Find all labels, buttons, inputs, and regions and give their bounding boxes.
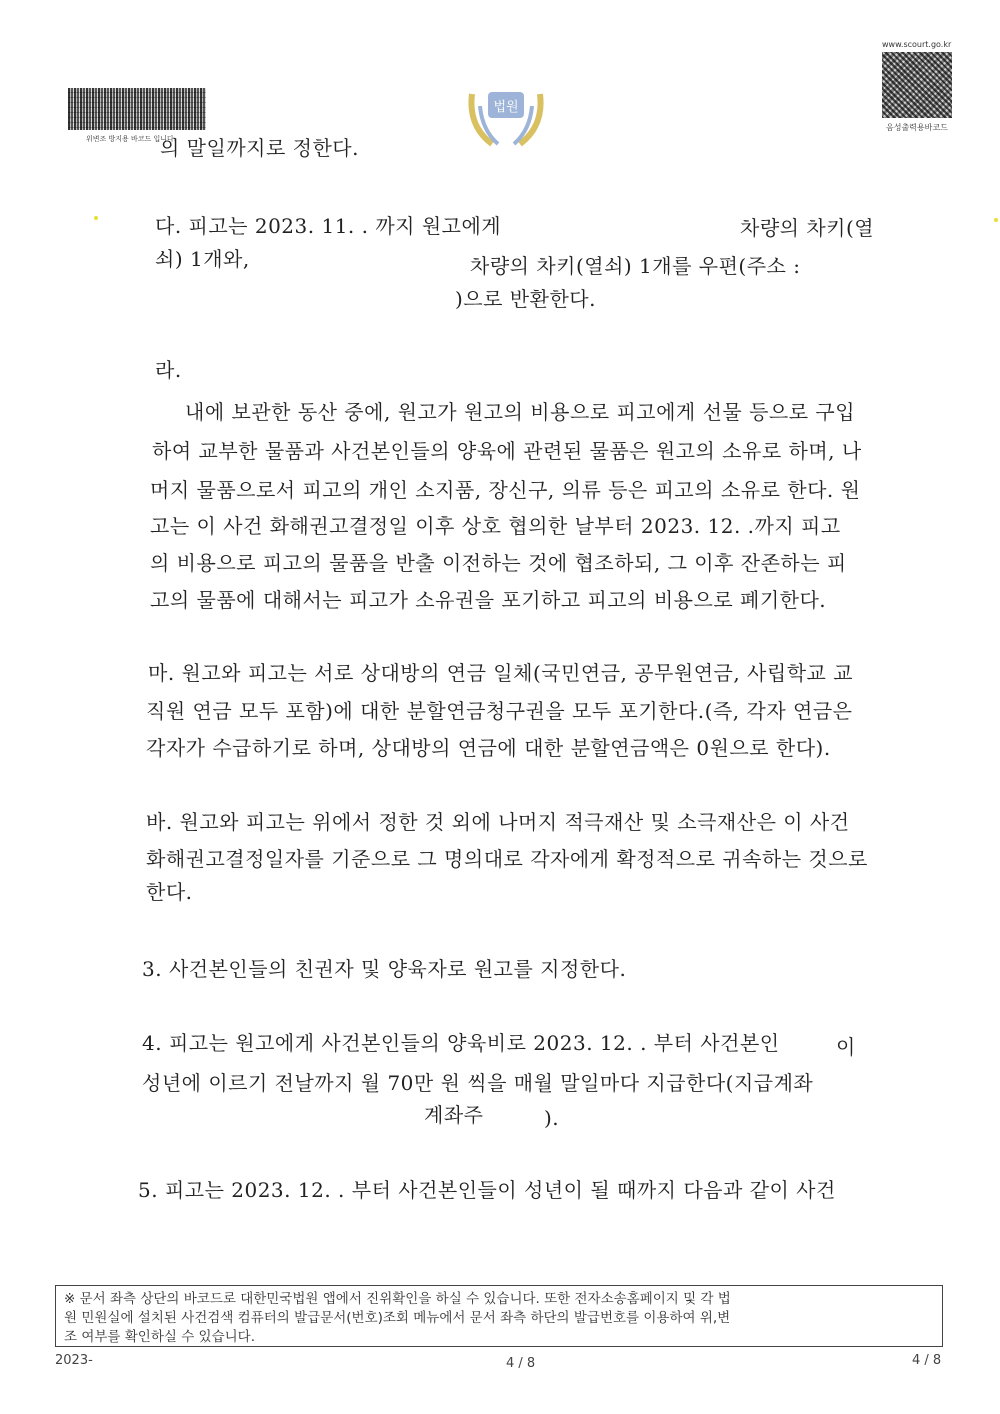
text-line: 쇠) 1개와,	[155, 247, 250, 271]
text-line: 고의 물품에 대해서는 피고가 소유권을 포기하고 피고의 비용으로 폐기한다.	[150, 588, 827, 612]
text-line: )으로 반환한다.	[455, 287, 596, 311]
notice-line: 원 민원실에 설치된 사건검색 컴퓨터의 발급문서(번호)조회 메뉴에서 문서 좌측 하단의 발급번호를 이용하여 위,변	[64, 1310, 731, 1326]
text-line: 계좌주	[424, 1103, 484, 1127]
court-emblem-icon	[462, 86, 550, 150]
notice-line: ※ 문서 좌측 상단의 바코드로 대한민국법원 앱에서 진위확인을 하실 수 있습니다. 또한 전자소송홈페이지 및 각 법	[64, 1291, 731, 1307]
text-line: 고는 이 사건 화해권고결정일 이후 상호 협의한 날부터 2023. 12. .까지 피고	[150, 514, 841, 538]
margin-mark-right	[994, 218, 998, 222]
emblem-text: 법원	[493, 100, 519, 115]
authenticity-notice	[55, 1285, 943, 1347]
text-line: 다. 피고는 2023. 11. . 까지 원고에게	[155, 214, 502, 238]
voice-output-barcode-caption: 음성출력용바코드	[886, 123, 948, 132]
text-line: 이	[836, 1035, 856, 1059]
text-line: 3. 사건본인들의 친권자 및 양육자로 원고를 지정한다.	[142, 957, 627, 981]
text-line: 성년에 이르기 전날까지 월 70만 원 씩을 매월 말일마다 지급한다(지급계좌	[142, 1071, 814, 1095]
verification-barcode	[68, 88, 206, 130]
court-url: www.scourt.go.kr	[882, 40, 952, 49]
text-line: 차량의 차키(열	[740, 216, 875, 240]
text-line: ).	[544, 1106, 560, 1130]
text-line: 한다.	[146, 880, 193, 904]
voice-output-barcode	[882, 52, 952, 118]
text-line: 의 말일까지로 정한다.	[160, 136, 359, 160]
text-line: 각자가 수급하기로 하며, 상대방의 연금에 대한 분할연금액은 0원으로 한다).	[146, 736, 831, 760]
text-line: 화해권고결정일자를 기준으로 그 명의대로 각자에게 확정적으로 귀속하는 것으로	[146, 847, 868, 871]
notice-line: 조 여부를 확인하실 수 있습니다.	[64, 1329, 255, 1345]
page-number: 4 / 8	[506, 1356, 536, 1371]
text-line: 내에 보관한 동산 중에, 원고가 원고의 비용으로 피고에게 선물 등으로 구입	[185, 400, 856, 424]
text-line: 머지 물품으로서 피고의 개인 소지품, 장신구, 의류 등은 피고의 소유로 한다. 원	[150, 478, 861, 502]
text-line: 차량의 차키(열쇠) 1개를 우편(주소 :	[470, 254, 801, 278]
text-line: 5. 피고는 2023. 12. . 부터 사건본인들이 성년이 될 때까지 다음과 같이 사건	[138, 1178, 836, 1202]
margin-mark-left	[94, 216, 98, 220]
text-line: 하여 교부한 물품과 사건본인들의 양육에 관련된 물품은 원고의 소유로 하며, 나	[152, 439, 862, 463]
text-line: 의 비용으로 피고의 물품을 반출 이전하는 것에 협조하되, 그 이후 잔존하는 피	[150, 551, 847, 575]
text-line: 라.	[155, 358, 182, 382]
verification-barcode-caption: 위변조 방지용 바코드 입니다.	[86, 135, 177, 143]
text-line: 바. 원고와 피고는 위에서 정한 것 외에 나머지 적극재산 및 소극재산은 이 사건	[146, 810, 850, 834]
issue-number: 2023-	[55, 1353, 93, 1368]
text-line: 마. 원고와 피고는 서로 상대방의 연금 일체(국민연금, 공무원연금, 사립학교 교	[148, 661, 854, 685]
text-line: 직원 연금 모두 포함)에 대한 분할연금청구권을 모두 포기한다.(즉, 각자 연금은	[146, 699, 853, 723]
page-number-right: 4 / 8	[912, 1353, 942, 1368]
text-line: 4. 피고는 원고에게 사건본인들의 양육비로 2023. 12. . 부터 사건본인	[142, 1031, 780, 1055]
court-emblem	[462, 86, 550, 150]
